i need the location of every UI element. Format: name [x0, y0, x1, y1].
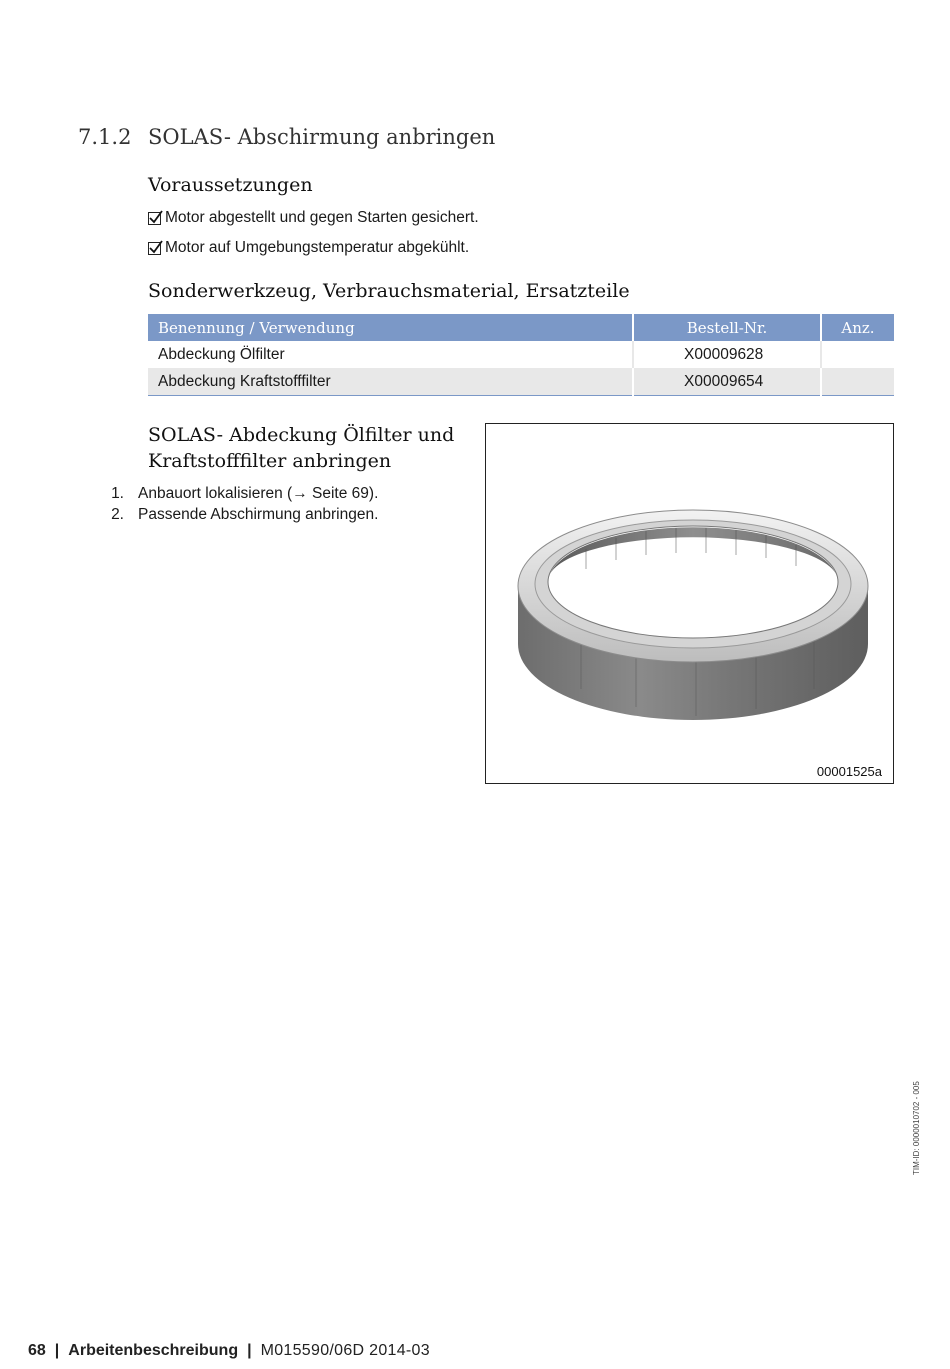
- parts-table: [148, 314, 894, 396]
- section-title: SOLAS- Abschirmung anbringen: [148, 125, 496, 149]
- page-number: 68: [28, 1342, 46, 1359]
- chapter-name: Arbeitenbeschreibung: [68, 1342, 239, 1359]
- document-id: M015590/06D 2014-03: [260, 1342, 430, 1359]
- tools-heading: Sonderwerkzeug, Verbrauchsmaterial, Ersatzteile: [148, 280, 630, 302]
- footer-separator: |: [247, 1342, 252, 1359]
- column-header-designation: Benennung / Verwendung: [148, 314, 633, 341]
- section-number: 7.1.2: [78, 125, 132, 149]
- cell-quantity: [821, 368, 894, 396]
- ring-illustration: [486, 424, 893, 754]
- table-header-row: [148, 314, 894, 341]
- column-header-quantity: Anz.: [821, 314, 894, 341]
- step-text: Anbauort lokalisieren (→ Seite 69).: [138, 485, 379, 502]
- prerequisite-item: [148, 239, 469, 257]
- figure-id: 00001525a: [816, 764, 882, 779]
- prerequisites-heading: Voraussetzungen: [148, 174, 313, 196]
- cell-order-number: X00009654: [633, 368, 821, 396]
- tim-id-note: TIM-ID: 0000010702 - 005: [912, 1081, 921, 1175]
- prerequisite-text: Motor abgestellt und gegen Starten gesichert.: [165, 209, 479, 226]
- cell-designation: Abdeckung Ölfilter: [148, 341, 633, 368]
- step-number: 2.: [111, 506, 124, 523]
- table-row: [148, 368, 894, 396]
- page-footer: [28, 1342, 430, 1360]
- cell-designation: Abdeckung Kraftstofffilter: [148, 368, 633, 396]
- cell-order-number: X00009628: [633, 341, 821, 368]
- prerequisite-text: Motor auf Umgebungstemperatur abgekühlt.: [165, 239, 470, 256]
- figure-shield-ring: [485, 423, 894, 784]
- footer-separator: |: [54, 1342, 60, 1359]
- column-header-order-number: Bestell-Nr.: [633, 314, 821, 341]
- step-text: Passende Abschirmung anbringen.: [138, 506, 379, 523]
- step-number: 1.: [111, 485, 124, 502]
- cell-quantity: [821, 341, 894, 368]
- procedure-heading: SOLAS- Abdeckung Ölfilter und Kraftstofffilter anbringen: [148, 424, 455, 472]
- checkbox-checked-icon: [148, 212, 161, 225]
- table-row: [148, 341, 894, 368]
- prerequisite-item: [148, 209, 479, 227]
- checkbox-checked-icon: [148, 242, 161, 255]
